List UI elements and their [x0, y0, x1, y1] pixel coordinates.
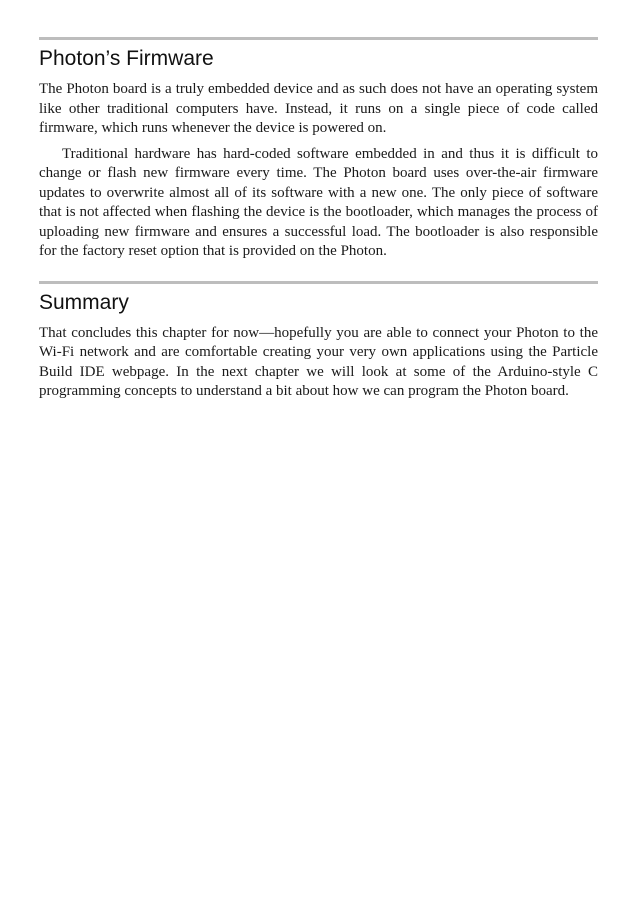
section-heading: Photon’s Firmware: [39, 47, 214, 70]
body-paragraph: That concludes this chapter for now—hopefully you are able to connect your Photon to the Wi-Fi network and are comfortable creating your very own applications using the Particle Build IDE webpage. In the next chapter we will look at some of the Arduino-style C programming concepts to understand a bit about how we can program the Photon board.: [39, 324, 598, 399]
section-heading: Summary: [39, 290, 129, 314]
section-summary: [39, 281, 598, 402]
body-paragraph: The Photon board is a truly embedded device and as such does not have an operating system like other traditional computers have. Instead, it runs on a single piece of code called firmware, which runs whenever the device is powered on.: [39, 81, 598, 136]
document-page: [39, 37, 598, 408]
section-divider: [39, 281, 598, 284]
section-photons-firmware: [39, 37, 598, 262]
section-divider: [39, 37, 598, 40]
body-paragraph: Traditional hardware has hard-coded software embedded in and thus it is difficult to change or flash new firmware every time. The Photon board uses over-the-air firmware updates to overwrite almost all of its software with a new one. The only piece of software that is not affected when flashing the device is the bootloader, which manages the process of uploading new firmware and ensures a successful load. The bootloader is also responsible for the factory reset option that is provided on the Photon.: [39, 145, 598, 259]
